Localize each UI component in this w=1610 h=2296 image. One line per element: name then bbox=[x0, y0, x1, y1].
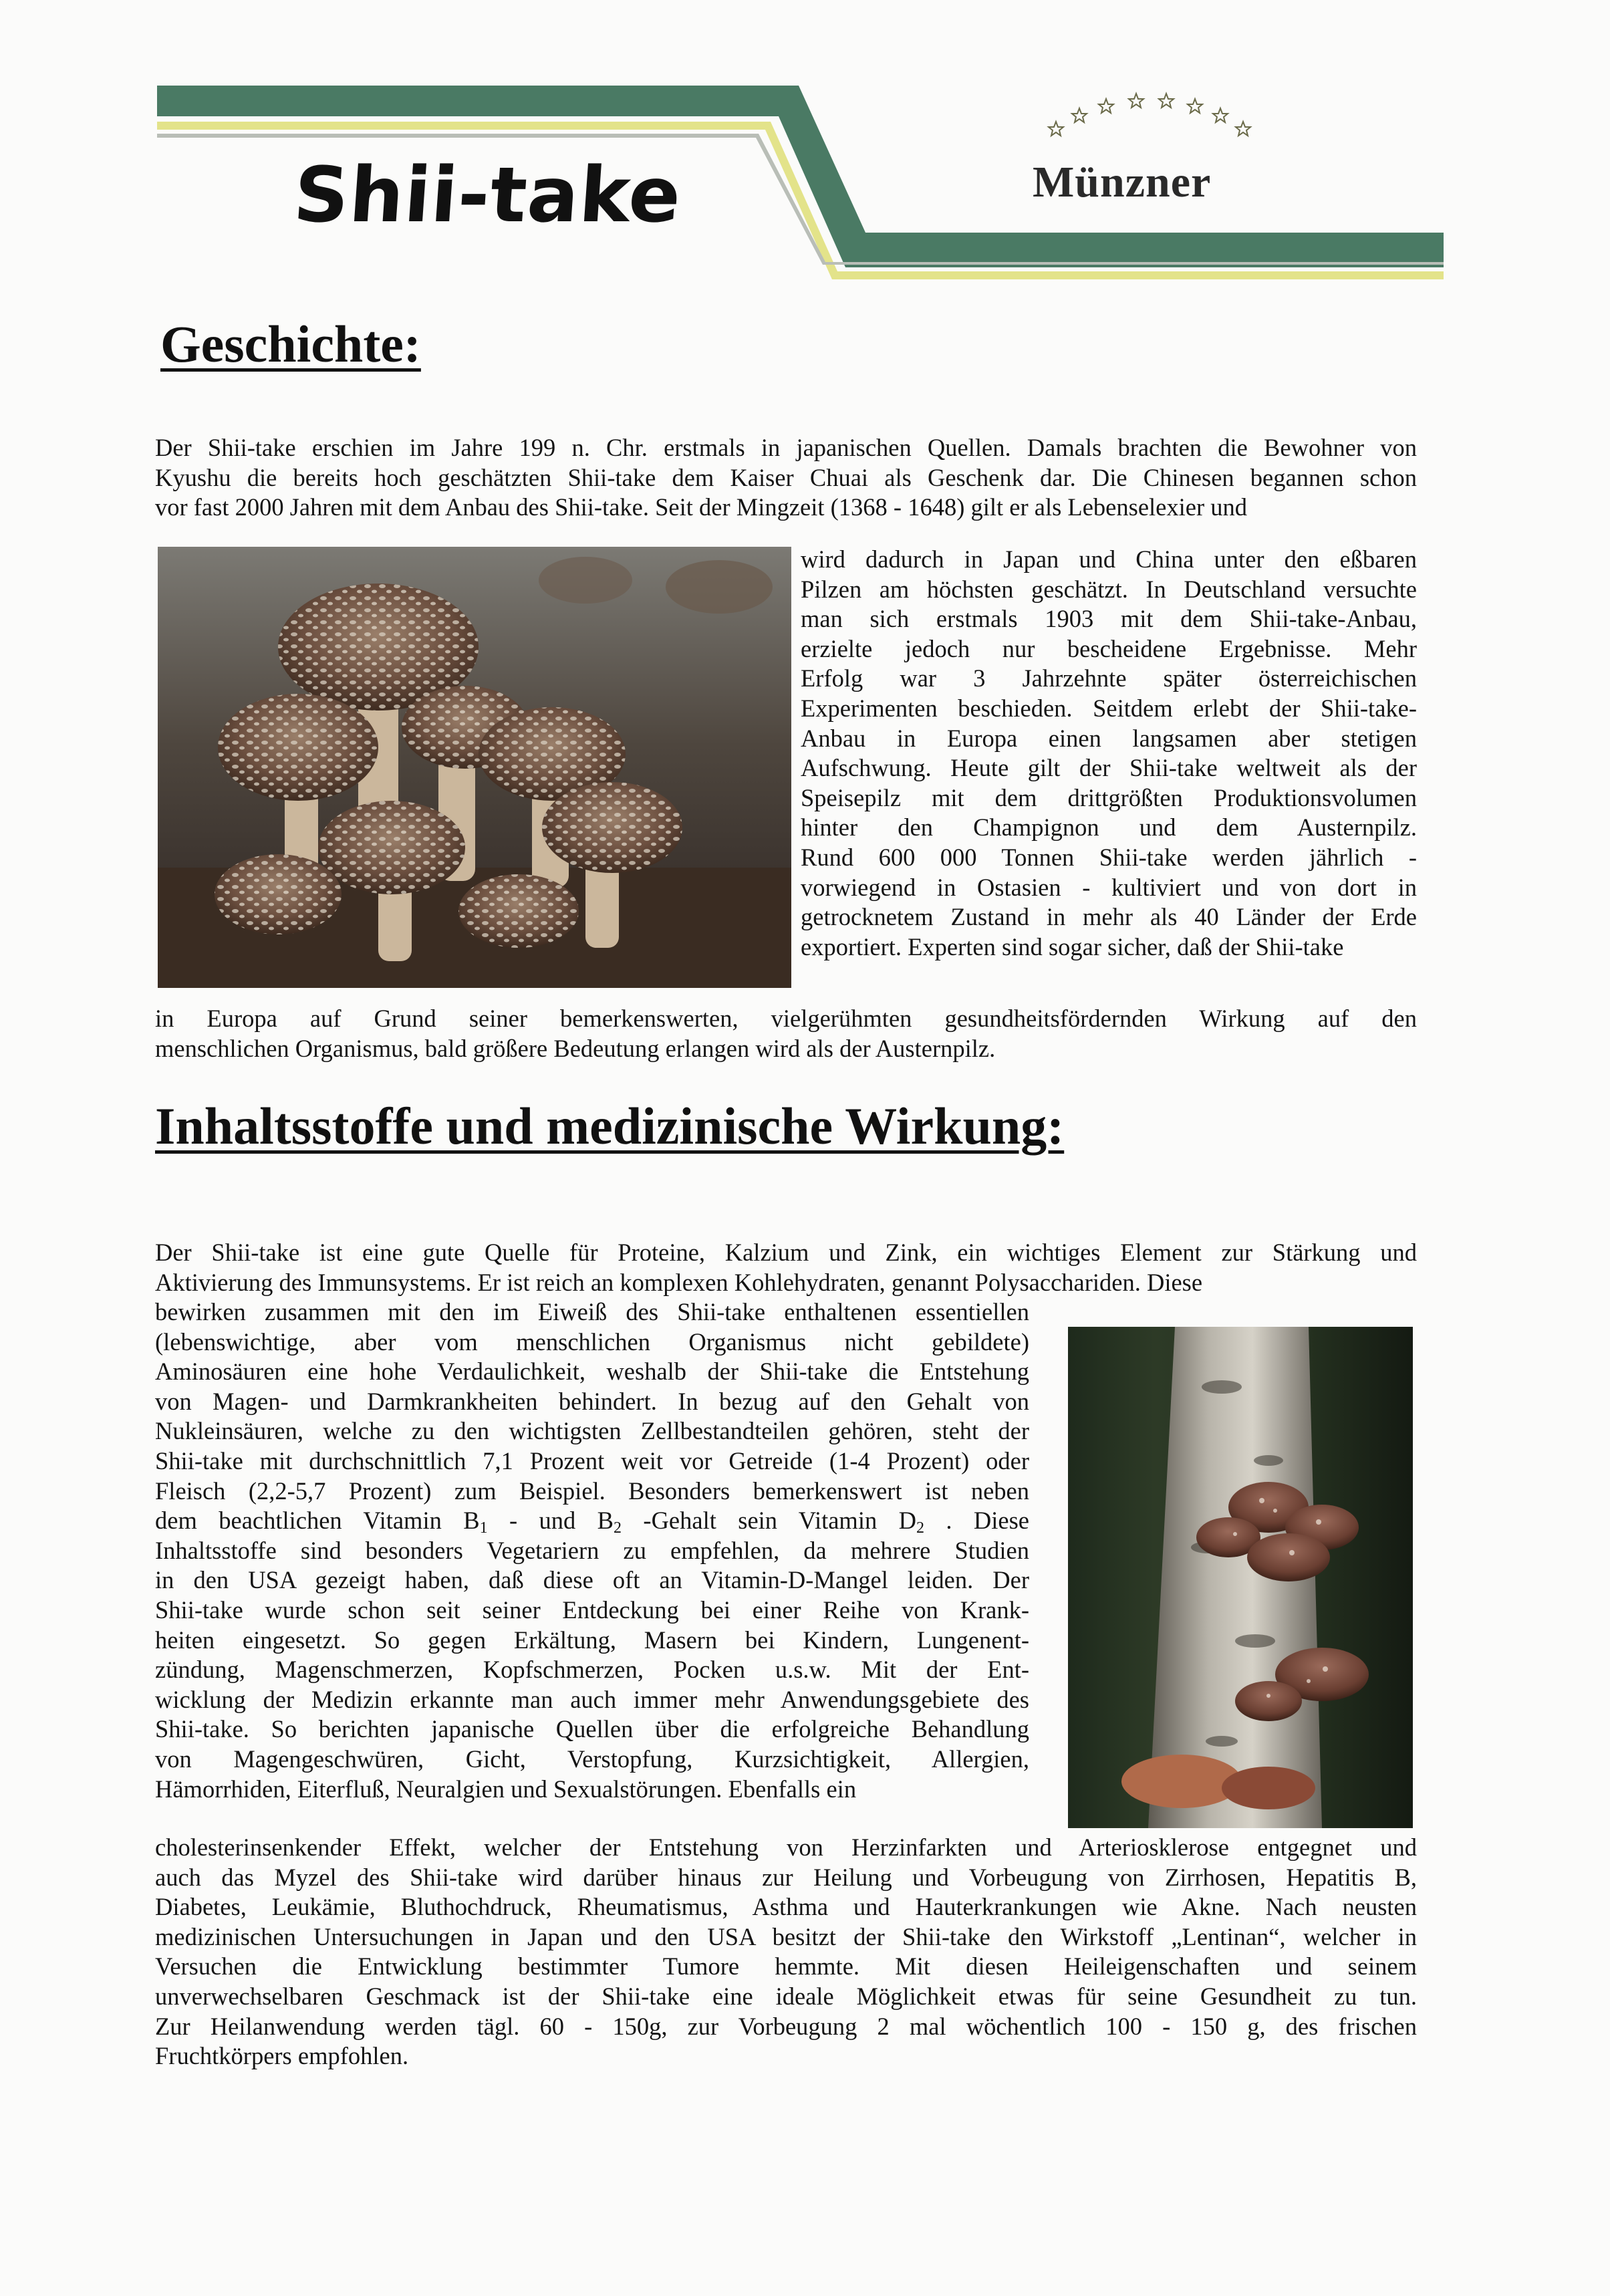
text-line: erzielte jedoch nur bescheidene Ergebnisse. Mehr bbox=[801, 634, 1417, 662]
text-line: vor fast 2000 Jahren mit dem Anbau des Shii-take. Seit der Mingzeit (1368 - 1648) gilt er als Lebenselexier und bbox=[155, 493, 1247, 521]
mushroom-cluster-photo bbox=[158, 547, 791, 988]
ingredients-bottom bbox=[155, 1833, 1417, 2071]
text-line: Shii-take. So berichten japanische Quellen über die erfolgreiche Behandlung bbox=[155, 1715, 1029, 1743]
text-line: Hämorrhiden, Eiterfluß, Neuralgien und Sexualstörungen. Ebenfalls ein bbox=[155, 1775, 857, 1803]
text-line: von Magengeschwüren, Gicht, Verstopfung, Kurzsichtigkeit, Allergien, bbox=[155, 1745, 1029, 1773]
text-line: Speisepilz mit dem drittgrößten Produktionsvolumen bbox=[801, 783, 1417, 811]
text-line: zündung, Magenschmerzen, Kopfschmerzen, Pocken u.s.w. Mit der Ent- bbox=[155, 1656, 1029, 1684]
text-line: exportiert. Experten sind sogar sicher, daß der Shii-take bbox=[801, 932, 1344, 961]
text-line: Anbau in Europa einen langsamen aber stetigen bbox=[801, 724, 1417, 752]
text-line: Aminosäuren eine hohe Verdaulichkeit, weshalb der Shii-take die Entstehung bbox=[155, 1358, 1029, 1386]
text-line: Aktivierung des Immunsystems. Er ist reich an komplexen Kohlehydraten, genannt Polysacchariden. Diese bbox=[155, 1268, 1203, 1296]
brand-title: Shii-take bbox=[291, 150, 684, 239]
mushrooms-on-log-photo bbox=[1068, 1327, 1413, 1828]
text-line: Pilzen am höchsten geschätzt. In Deutschland versuchte bbox=[801, 575, 1417, 603]
text-line: Zur Heilanwendung werden tägl. 60 - 150g, zur Vorbeugung 2 mal wöchentlich 100 - 150 g, des frischen bbox=[155, 2012, 1417, 2040]
text-line: bewirken zusammen mit den im Eiweiß des Shii-take enthaltenen essentiellen bbox=[155, 1298, 1029, 1325]
text-line: unverwechselbaren Geschmack ist der Shii-take eine ideale Möglichkeit etwas für seine Gesundheit zu tun. bbox=[155, 1982, 1417, 2010]
history-heading: Geschichte: bbox=[160, 315, 421, 373]
text-line: cholesterinsenkender Effekt, welcher der Entstehung von Herzinfarkten und Arteriosklerose entgegnet und bbox=[155, 1833, 1417, 1861]
text-line: wicklung der Medizin erkannte man auch immer mehr Anwendungsgebiete des bbox=[155, 1685, 1029, 1713]
text-line: (lebenswichtige, aber vom menschlichen Organismus nicht gebildete) bbox=[155, 1327, 1029, 1356]
text-line: Shii-take mit durchschnittlich 7,1 Prozent weit vor Getreide (1-4 Prozent) oder bbox=[155, 1446, 1029, 1475]
text-line: Fruchtkörpers empfohlen. bbox=[155, 2042, 409, 2070]
text-line: getrocknetem Zustand in mehr als 40 Länder der Erde bbox=[801, 903, 1417, 931]
text-line: in den USA gezeigt haben, daß diese oft an Vitamin-D-Mangel leiden. Der bbox=[155, 1566, 1029, 1594]
text-line: Rund 600 000 Tonnen Shii-take werden jährlich - bbox=[801, 843, 1417, 871]
text-line: Inhaltsstoffe sind besonders Vegetariern zu empfehlen, da mehrere Studien bbox=[155, 1536, 1029, 1564]
history-beside-photo bbox=[801, 545, 1417, 962]
text-line: Kyushu die bereits hoch geschätzten Shii-take dem Kaiser Chuai als Geschenk dar. Die Chinesen begannen schon bbox=[155, 463, 1417, 491]
text-line: menschlichen Organismus, bald größere Bedeutung erlangen wird als der Austernpilz. bbox=[155, 1034, 996, 1062]
text-line: Experimenten beschieden. Seitdem erlebt der Shii-take- bbox=[801, 694, 1417, 722]
text-line: in Europa auf Grund seiner bemerkenswerten, vielgerühmten gesundheitsfördernden Wirkung auf den bbox=[155, 1005, 1417, 1032]
text-line: Diabetes, Leukämie, Bluthochdruck, Rheumatismus, Asthma und Hauterkrankungen wie Akne. Nach neusten bbox=[155, 1893, 1417, 1921]
text-line: Shii-take wurde schon seit seiner Entdeckung bei einer Reihe von Krank- bbox=[155, 1596, 1029, 1624]
ingredients-heading: Inhaltsstoffe und medizinische Wirkung: bbox=[155, 1097, 1065, 1155]
text-line: auch das Myzel des Shii-take wird darüber hinaus zur Heilung und Vorbeugung von Zirrhosen, Hepatitis B, bbox=[155, 1863, 1417, 1891]
vitamin-line: dem beachtlichen Vitamin $B_1$ - und $B_2$ -Gehalt sein Vitamin $D_2$ . Diese bbox=[155, 1507, 1030, 1537]
star-arc-icon bbox=[1043, 80, 1263, 147]
ingredients-intro bbox=[155, 1238, 1417, 1297]
history-intro bbox=[155, 433, 1417, 523]
text-line: man sich erstmals 1903 mit dem Shii-take-Anbau, bbox=[801, 605, 1417, 633]
text-line: Aufschwung. Heute gilt der Shii-take weltweit als der bbox=[801, 754, 1417, 782]
text-line: heiten eingesetzt. So gegen Erkältung, Masern bei Kindern, Lungenent- bbox=[155, 1626, 1029, 1654]
text-line: Der Shii-take ist eine gute Quelle für Proteine, Kalzium und Zink, ein wichtiges Element zur Stärkung und bbox=[155, 1239, 1417, 1266]
text-line: vorwiegend in Ostasien - kultiviert und von dort in bbox=[801, 873, 1417, 901]
text-line: Versuchen die Entwicklung bestimmter Tumore hemmte. Mit diesen Heileigenschaften und seinem bbox=[155, 1952, 1417, 1981]
company-name: Münzner bbox=[1033, 158, 1212, 207]
text-line: Fleisch (2,2-5,7 Prozent) zum Beispiel. Besonders bemerkenswert ist neben bbox=[155, 1477, 1029, 1505]
text-line: wird dadurch in Japan und China unter den eßbaren bbox=[801, 545, 1417, 573]
text-line: von Magen- und Darmkrankheiten behindert. In bezug auf den Gehalt von bbox=[155, 1387, 1029, 1415]
ingredients-left-column bbox=[155, 1297, 1029, 1804]
text-line: Erfolg war 3 Jahrzehnte später österreichischen bbox=[801, 664, 1417, 692]
text-line: Der Shii-take erschien im Jahre 199 n. Chr. erstmals in japanischen Quellen. Damals brachten die Bewohner von bbox=[155, 434, 1417, 461]
text-line: Nukleinsäuren, welche zu den wichtigsten Zellbestandteilen gehören, steht der bbox=[155, 1417, 1029, 1445]
history-tail bbox=[155, 1004, 1417, 1063]
text-line: medizinischen Untersuchungen in Japan und den USA besitzt der Shii-take den Wirkstoff „Lentinan“, welcher in bbox=[155, 1922, 1417, 1950]
text-line: hinter den Champignon und dem Austernpilz. bbox=[801, 813, 1417, 842]
